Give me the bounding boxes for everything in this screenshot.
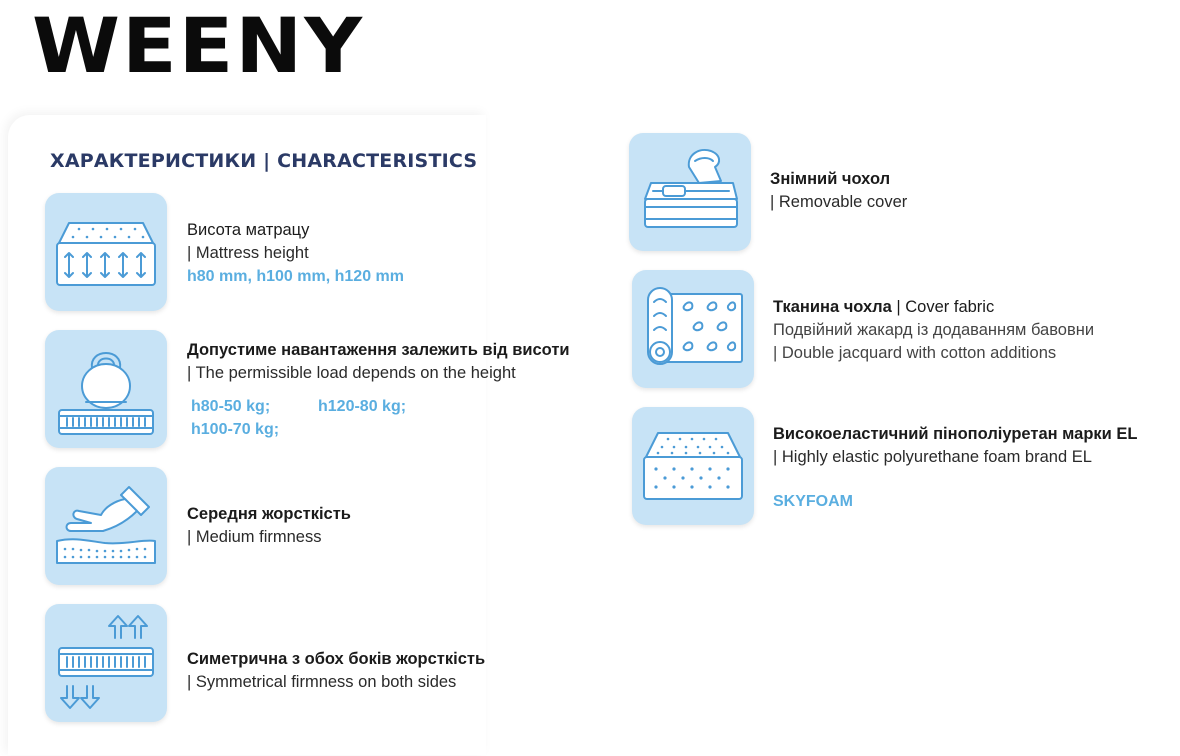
mattress-height-icon: [45, 193, 167, 311]
kettlebell-load-icon: [45, 330, 167, 448]
feature-subtitle: | The permissible load depends on the height: [187, 364, 516, 382]
load-value-h80: h80-50 kg;: [191, 398, 271, 415]
feature-title: Висота матрацу: [187, 221, 310, 239]
feature-firmness: [187, 503, 351, 549]
feature-title: Симетрична з обох боків жорсткість: [187, 650, 486, 668]
removable-cover-icon: [629, 133, 751, 251]
feature-title: Тканина чохла: [773, 298, 892, 316]
feature-cover-fabric: [773, 296, 1094, 365]
feature-title: Середня жорсткість: [187, 505, 351, 523]
feature-foam: [773, 423, 1138, 469]
feature-line2: Подвійний жакард із додаванням бавовни: [773, 321, 1095, 339]
feature-value: h80 mm, h100 mm, h120 mm: [187, 268, 404, 285]
feature-subtitle: | Medium firmness: [187, 528, 322, 546]
foam-brand-value: SKYFOAM: [773, 493, 853, 510]
fabric-roll-icon: [632, 270, 754, 388]
foam-block-icon: [632, 407, 754, 525]
section-title: ХАРАКТЕРИСТИКИ | CHARACTERISTICS: [50, 150, 478, 172]
load-value-h100: h100-70 kg;: [191, 421, 280, 438]
feature-title-line: [773, 296, 1094, 319]
feature-mattress-height: [187, 219, 404, 288]
feature-title: Допустиме навантаження залежить від висоти: [187, 341, 570, 359]
feature-subtitle: | Symmetrical firmness on both sides: [187, 673, 457, 691]
feature-removable-cover: [770, 168, 907, 214]
feature-line3: | Double jacquard with cotton additions: [773, 344, 1057, 362]
feature-title-suffix: | Cover fabric: [891, 298, 995, 316]
hand-pressing-icon: [45, 467, 167, 585]
load-value-h120: h120-80 kg;: [318, 398, 407, 415]
feature-load: [187, 339, 570, 385]
feature-subtitle: | Highly elastic polyurethane foam brand EL: [773, 448, 1092, 466]
feature-subtitle: | Mattress height: [187, 244, 309, 262]
symmetrical-firmness-icon: [45, 604, 167, 722]
feature-title: Високоеластичний пінополіуретан марки EL: [773, 425, 1138, 443]
feature-symmetrical: [187, 648, 485, 694]
feature-title: Знімний чохол: [770, 170, 891, 188]
feature-subtitle: | Removable cover: [770, 193, 908, 211]
brand-logo: WEENY: [32, 1, 365, 90]
